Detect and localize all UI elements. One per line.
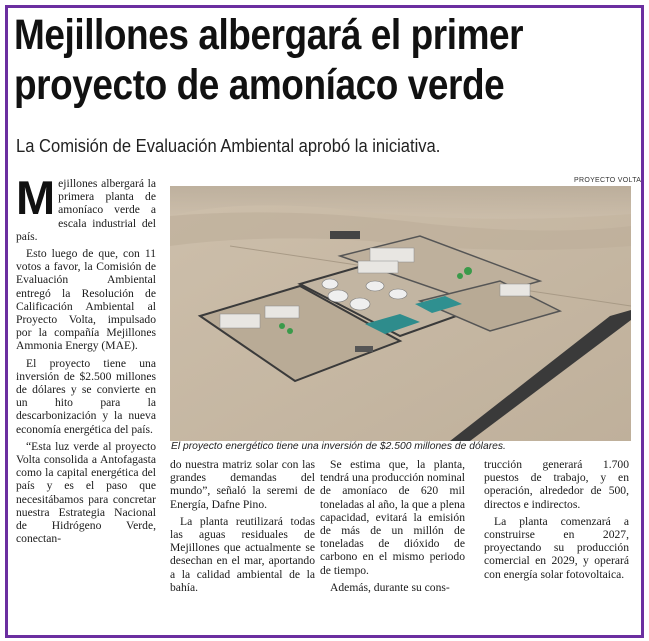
paragraph-6: La planta reutilizará todas las aguas residuales de Mejillones que actualmente se desechan en el mar, aportando a la calidad ambiental de la bahía. <box>170 514 315 594</box>
paragraph-9: trucción generará 1.700 puestos de trabajo, y en operación, alrededor de 500, directos e indirectos. <box>484 458 629 511</box>
photo-credit: PROYECTO VOLTA <box>574 177 642 184</box>
plant-rendering-image <box>170 186 631 441</box>
article-column-1 <box>16 171 156 549</box>
paragraph-3: El proyecto tiene una inversión de $2.500 millones de dólares y se convierte en un hito para la descarbonización y la nueva economía energética del país. <box>16 356 156 436</box>
paragraph-2: Esto luego de que, con 11 votos a favor, la Comisión de Evaluación Ambiental entregó la Resolución de Calificación Ambiental al Proyecto Volta, impulsado por la compañía Mejillones Ammonia Energy (MAE). <box>16 247 156 353</box>
paragraph-5: do nuestra matriz solar con las grandes demandas del mundo”, señaló la seremi de Energía, Dafne Pino. <box>170 458 315 511</box>
subheadline: La Comisión de Evaluación Ambiental aprobó la iniciativa. <box>16 136 441 156</box>
headline: Mejillones albergará el primer proyecto de amoníaco verde <box>14 11 524 109</box>
photo-caption: El proyecto energético tiene una inversión de $2.500 millones de dólares. <box>171 441 506 452</box>
paragraph-10: La planta comenzará a construirse en 2027, proyectando su producción comercial en 2029, y operará con energía solar fotovoltaica. <box>484 514 629 581</box>
paragraph-4: “Esta luz verde al proyecto Volta consolida a Antofagasta como la capital energética del país y es el paso que necesitábamos para concretar nuestra Estrategia Nacional de Hidrógeno Verde, conectan- <box>16 439 156 546</box>
article-column-2 <box>170 458 315 598</box>
paragraph-1: Mejillones albergará la primera planta de amoníaco verde a escala industrial del país. <box>16 171 156 243</box>
article-column-3 <box>320 458 465 598</box>
article-column-4 <box>484 458 629 585</box>
paragraph-8: Además, durante su cons- <box>330 580 450 594</box>
paragraph-7: Se estima que, la planta, tendrá una producción nominal de amoníaco de 620 mil toneladas al año, la que a plena capacidad, evitará la emisión de más de un millón de toneladas de dióxido de carbono en el mismo periodo de tiempo. <box>320 458 465 577</box>
drop-cap: M <box>16 171 56 224</box>
